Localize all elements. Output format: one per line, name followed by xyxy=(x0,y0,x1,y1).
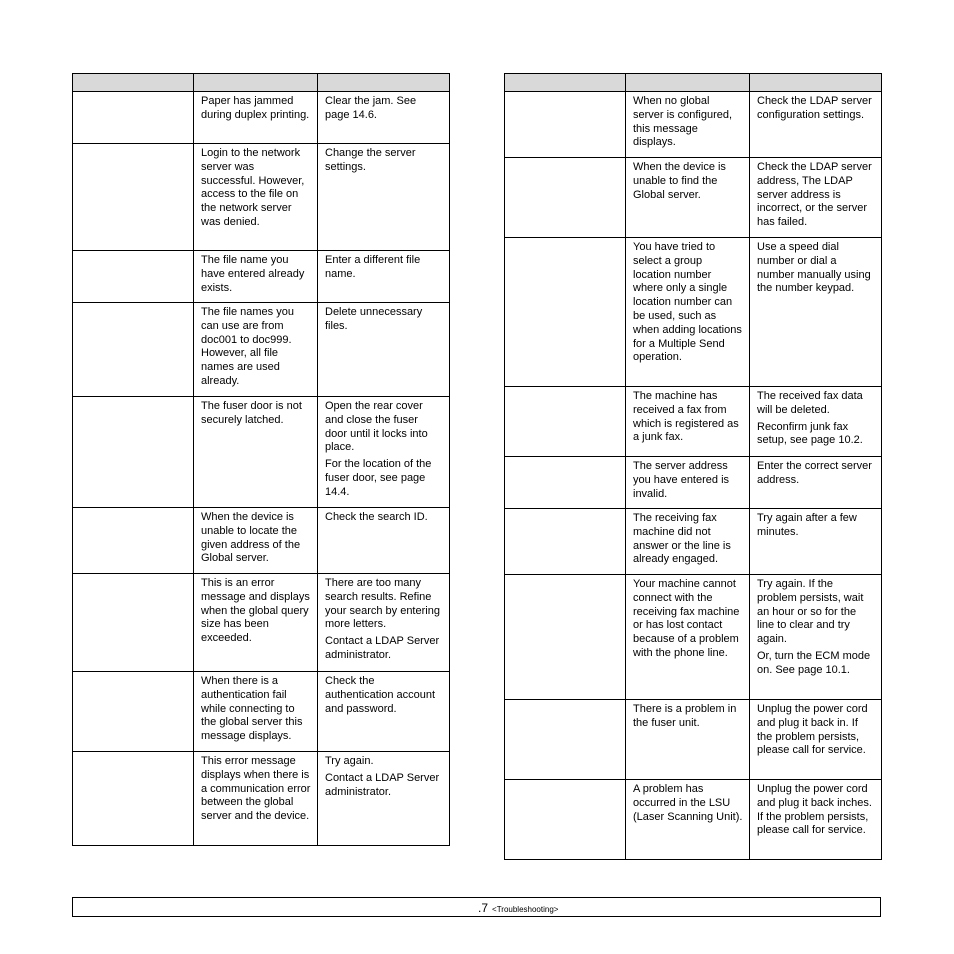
meaning-text: The fuser door is not securely latched. xyxy=(201,400,302,426)
message-cell xyxy=(73,92,194,144)
meaning-cell xyxy=(626,158,750,238)
table-row xyxy=(505,457,882,509)
meaning-text: This error message displays when there is a communication error between the global server and the device. xyxy=(201,755,311,823)
solution-text: Unplug the power cord and plug it back in. If the problem persists, please call for service. xyxy=(757,703,868,757)
solution-text: Or, turn the ECM mode on. See page 10.1. xyxy=(757,649,871,676)
meaning-cell xyxy=(626,457,750,509)
solution-text: Enter the correct server address. xyxy=(757,460,872,486)
solution-cell xyxy=(318,397,450,508)
message-cell xyxy=(73,508,194,574)
solution-cell xyxy=(318,92,450,144)
table-header-row xyxy=(73,74,450,92)
meaning-cell xyxy=(194,508,318,574)
solution-cell xyxy=(318,144,450,251)
message-cell xyxy=(505,92,626,158)
table-row xyxy=(73,574,450,672)
troubleshooting-table-left xyxy=(72,73,450,846)
message-cell xyxy=(73,397,194,508)
right-table-body xyxy=(505,74,882,860)
solution-cell xyxy=(318,251,450,303)
meaning-text: When no global server is configured, this message displays. xyxy=(633,95,733,149)
table-row xyxy=(73,508,450,574)
meaning-cell xyxy=(626,780,750,860)
solution-text: Enter a different file name. xyxy=(325,254,421,280)
table-header-row xyxy=(505,74,882,92)
solution-text: Open the rear cover and close the fuser door until it locks into place. xyxy=(325,400,428,454)
solution-text: Contact a LDAP Server administrator. xyxy=(325,771,440,798)
meaning-cell xyxy=(194,397,318,508)
table-row xyxy=(73,144,450,251)
solution-text: Use a speed dial number or dial a number manually using the number keypad. xyxy=(757,241,871,295)
table-row xyxy=(505,700,882,780)
message-cell xyxy=(505,575,626,700)
solution-text: Check the search ID. xyxy=(325,511,428,523)
solution-cell xyxy=(318,303,450,397)
table-row xyxy=(73,92,450,144)
message-cell xyxy=(505,700,626,780)
message-cell xyxy=(73,752,194,846)
solution-text: The received fax data will be deleted. xyxy=(757,390,863,416)
table-row xyxy=(505,509,882,575)
solution-text: Unplug the power cord and plug it back inches. If the problem persists, please call for service. xyxy=(757,783,872,837)
message-cell xyxy=(73,303,194,397)
meaning-cell xyxy=(194,144,318,251)
meaning-text: The file names you can use are from doc001 to doc999. However, all file names are used already. xyxy=(201,306,294,387)
table-row xyxy=(505,575,882,700)
message-cell xyxy=(505,780,626,860)
page-number: .7 xyxy=(478,901,489,915)
message-cell xyxy=(505,509,626,575)
meaning-cell xyxy=(194,672,318,752)
table-row xyxy=(73,397,450,508)
header-cell-solution xyxy=(318,74,450,92)
solution-text: Check the authentication account and password. xyxy=(325,675,436,715)
header-cell-solution xyxy=(750,74,882,92)
header-cell-meaning xyxy=(626,74,750,92)
meaning-cell xyxy=(626,700,750,780)
footer-text xyxy=(478,899,558,917)
meaning-cell xyxy=(626,387,750,457)
solution-cell xyxy=(750,700,882,780)
solution-cell xyxy=(318,672,450,752)
message-cell xyxy=(505,238,626,387)
header-cell-meaning xyxy=(194,74,318,92)
solution-text: Clear the jam. See page 14.6. xyxy=(325,95,417,121)
solution-text: Try again after a few minutes. xyxy=(757,512,857,538)
solution-cell xyxy=(750,780,882,860)
page-footer xyxy=(72,897,881,917)
table-row xyxy=(73,672,450,752)
header-cell-message xyxy=(505,74,626,92)
meaning-cell xyxy=(626,238,750,387)
meaning-text: When there is a authentication fail while connecting to the global server this message displays. xyxy=(201,675,303,743)
meaning-text: Your machine cannot connect with the receiving fax machine or has lost contact because of a problem with the phone line. xyxy=(633,578,740,659)
solution-text: Delete unnecessary files. xyxy=(325,306,423,332)
table-row xyxy=(505,780,882,860)
message-cell xyxy=(505,387,626,457)
solution-cell xyxy=(750,158,882,238)
meaning-text: Paper has jammed during duplex printing. xyxy=(201,95,310,121)
table-row xyxy=(505,158,882,238)
meaning-cell xyxy=(194,303,318,397)
meaning-text: The receiving fax machine did not answer or the line is already engaged. xyxy=(633,512,731,566)
table-row xyxy=(73,251,450,303)
meaning-text: Login to the network server was successful. However, access to the file on the network server was denied. xyxy=(201,147,305,228)
solution-text: Try again. xyxy=(325,755,374,767)
solution-cell xyxy=(750,238,882,387)
left-table-body xyxy=(73,74,450,846)
solution-cell xyxy=(750,509,882,575)
message-cell xyxy=(73,672,194,752)
meaning-cell xyxy=(194,574,318,672)
table-row xyxy=(505,387,882,457)
meaning-text: There is a problem in the fuser unit. xyxy=(633,703,737,729)
solution-cell xyxy=(318,752,450,846)
meaning-text: When the device is unable to find the Global server. xyxy=(633,161,726,201)
meaning-text: The machine has received a fax from which is registered as a junk fax. xyxy=(633,390,739,444)
message-cell xyxy=(505,158,626,238)
solution-text: Contact a LDAP Server administrator. xyxy=(325,635,440,661)
header-cell-message xyxy=(73,74,194,92)
meaning-cell xyxy=(626,575,750,700)
meaning-cell xyxy=(194,251,318,303)
troubleshooting-table-right xyxy=(504,73,882,860)
solution-text: Try again. If the problem persists, wait an hour or so for the line to clear and try again. xyxy=(757,578,864,646)
solution-text: For the location of the fuser door, see page 14.4. xyxy=(325,458,432,498)
meaning-cell xyxy=(626,92,750,158)
solution-text: Check the LDAP server address, The LDAP server address is incorrect, or the server has failed. xyxy=(757,161,872,229)
meaning-text: This is an error message and displays when the global query size has been exceeded. xyxy=(201,577,310,645)
message-cell xyxy=(73,144,194,251)
meaning-text: When the device is unable to locate the given address of the Global server. xyxy=(201,511,301,565)
table-row xyxy=(73,303,450,397)
solution-text: Change the server settings. xyxy=(325,147,416,173)
solution-cell xyxy=(750,457,882,509)
solution-text: Check the LDAP server configuration settings. xyxy=(757,95,872,121)
meaning-cell xyxy=(626,509,750,575)
message-cell xyxy=(73,574,194,672)
solution-text: Reconfirm junk fax setup, see page 10.2. xyxy=(757,420,863,447)
table-row xyxy=(73,752,450,846)
table-row xyxy=(505,92,882,158)
section-name: <Troubleshooting> xyxy=(492,905,559,914)
solution-cell xyxy=(750,387,882,457)
meaning-text: A problem has occurred in the LSU (Laser Scanning Unit). xyxy=(633,783,743,823)
meaning-text: The server address you have entered is invalid. xyxy=(633,460,730,500)
solution-cell xyxy=(318,508,450,574)
meaning-cell xyxy=(194,92,318,144)
solution-cell xyxy=(750,92,882,158)
message-cell xyxy=(73,251,194,303)
solution-cell xyxy=(750,575,882,700)
meaning-text: The file name you have entered already exists. xyxy=(201,254,305,294)
table-row xyxy=(505,238,882,387)
solution-cell xyxy=(318,574,450,672)
meaning-text: You have tried to select a group location number where only a single location number can be used, such as when adding locations for a Multiple Send operation. xyxy=(633,241,742,364)
meaning-cell xyxy=(194,752,318,846)
solution-text: There are too many search results. Refine your search by entering more letters. xyxy=(325,577,440,631)
message-cell xyxy=(505,457,626,509)
